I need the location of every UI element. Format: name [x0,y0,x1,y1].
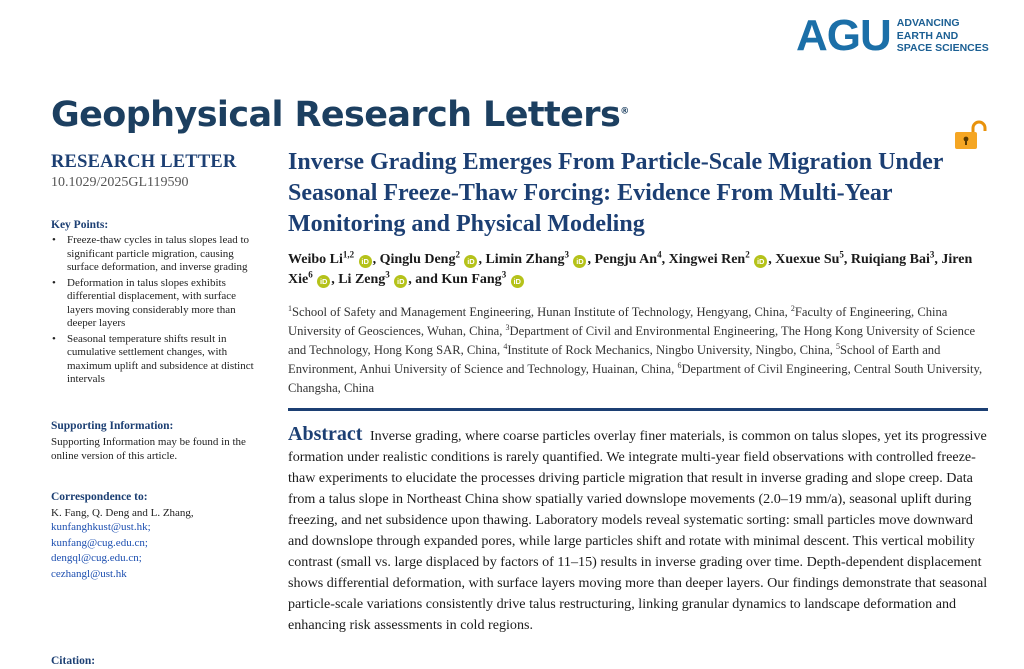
affiliation-number: 1 [288,303,292,313]
orcid-icon[interactable]: iD [359,255,372,268]
author-name: Jiren Xie [288,252,973,287]
supporting-information-section [51,420,263,464]
author-list [288,250,988,289]
author-affiliation-number: 3 [385,268,390,279]
agu-tagline-line-3: SPACE SCIENCES [896,42,989,55]
supporting-information-heading: Supporting Information: [51,419,174,432]
trademark-symbol: ® [620,106,629,117]
author[interactable] [338,268,390,287]
author-separator: , [768,252,776,267]
affiliation-number: 6 [677,360,682,370]
abstract-section [288,424,988,636]
author-affiliation-number: 1,2 [342,249,355,260]
author[interactable] [485,249,569,267]
agu-tagline-line-1: ADVANCING [896,17,960,30]
author-separator: , [372,252,380,267]
author-affiliation-number: 3 [929,249,935,260]
sidebar [51,152,263,582]
author-separator: , and [408,271,442,287]
author-separator: , [934,252,942,267]
supporting-information-text: Supporting Information may be found in the online version of this article. [51,435,246,462]
author-affiliation-number: 3 [501,268,507,279]
orcid-icon[interactable]: iD [317,275,330,288]
affiliation-text: School of Safety and Management Engineering, Hunan Institute of Technology, Hengyang, China, [292,305,791,319]
author[interactable] [379,249,460,267]
author-name: Ruiqiang Bai [850,252,930,267]
orcid-icon[interactable]: iD [511,275,524,288]
affiliation-text: Department of Civil Engineering, Central South University, Changsha, China [288,362,983,395]
email-link[interactable]: cezhangl@ust.hk [51,567,127,580]
author-name: Qinglu Deng [379,252,456,267]
author-name: Weibo Li [288,252,343,267]
author-name: Xuexue Su [775,252,840,267]
author-separator: , [331,271,339,287]
abstract-text: Inverse grading, where coarse particles overlay finer materials, is common on talus slopes, yet its progressive formation under realistic conditions is rarely quantified. We integrate multi-year field observations with controlled freeze-thaw experiments to elucidate the processes driving particle migration that result in inverse grading and slope creep. Data from a talus slope in Northeast China show spatially varied downslope movements (2.0–19 mm/a), seasonal uplift during freezing, and net subsidence upon thawing. Laboratory models reveal systematic sorting: small particles move downward and downslope through expanded pores, while large particles shift and rotate with minimal descent. This vertical mobility contrast (small vs. large displaced by factors of 11–15) results in inverse grading over time. Depth-dependent displacement shows differential deformation, with surface layers moving more than deeper layers. Our findings demonstrate that seasonal particle-scale variations consistently drive talus restructuring, linking granular dynamics to landscape deformation and enhancing risk assessments in cold regions. [288,428,988,633]
affiliation-text: School of Earth and Environment, Anhui University of Science and Technology, Huainan, China, [288,343,941,376]
journal-name: Geophysical Research Letters [51,95,621,135]
author-name: Kun Fang [441,271,502,287]
abstract-heading: Abstract [288,423,363,445]
author-affiliation-number: 6 [308,268,313,279]
affiliations [288,303,988,398]
author-name: Li Zeng [338,271,386,287]
agu-logo-letters: AGU [796,11,891,60]
agu-tagline-line-2: EARTH AND [896,29,959,42]
author-name: Xingwei Ren [668,252,746,267]
doi[interactable]: 10.1029/2025GL119590 [51,175,189,190]
key-point-3: • Seasonal temperature shifts result in cumulative settlement changes, with maximum uplift and subsidence at distinct intervals [67,333,263,387]
open-lock-icon [953,120,989,150]
agu-logo[interactable] [796,11,989,60]
citation-heading: Citation: [51,655,96,667]
author-separator: , [843,252,851,267]
email-link[interactable]: kunfanghkust@ust.hk; [51,521,151,533]
orcid-icon[interactable]: iD [394,275,407,288]
author[interactable] [288,249,355,267]
affiliation-number: 3 [505,322,510,332]
key-points-section [51,219,263,387]
author-affiliation-number: 5 [839,249,844,260]
email-link[interactable]: kunfang@cug.edu.cn; [51,536,148,549]
author-separator: , [587,252,595,267]
affiliation-number: 4 [503,341,508,351]
section-divider [288,408,988,411]
author-affiliation-number: 2 [745,249,750,260]
author[interactable] [594,249,662,267]
article-title: Inverse Grading Emerges From Particle-Scale Migration Under Seasonal Freeze-Thaw Forcing: Evidence From Multi-Year Monitoring and Physical Modeling [288,149,943,237]
orcid-icon[interactable]: iD [573,255,586,268]
affiliation-text: Department of Civil and Environmental Engineering, The Hong Kong University of Science and Technology, Hong Kong SAR, China, [288,324,976,357]
author-separator: , [661,252,669,267]
author-name: Limin Zhang [485,252,565,267]
affiliation-text: Institute of Rock Mechanics, Ningbo University, Ningbo, China, [507,343,836,357]
article-type: RESEARCH LETTER [51,152,237,172]
key-point-1: • Freeze-thaw cycles in talus slopes lead to significant particle migration, causing surface deformation, and inverse grading [67,234,263,275]
key-points-heading: Key Points: [51,219,109,231]
author-affiliation-number: 2 [455,249,460,260]
orcid-icon[interactable]: iD [464,255,477,268]
correspondence-heading: Correspondence to: [51,490,148,503]
author-separator: , [478,252,486,267]
author-affiliation-number: 3 [564,249,569,260]
affiliation-number: 2 [790,303,795,313]
key-point-2: • Deformation in talus slopes exhibits differential displacement, with surface layers moving considerably more than deeper layers [67,277,263,331]
email-link[interactable]: dengql@cug.edu.cn; [51,552,142,564]
correspondence-section [51,491,263,583]
key-points-list [51,234,263,387]
author[interactable] [775,249,844,267]
author-name: Pengju An [594,252,658,267]
author[interactable] [850,249,935,267]
author-affiliation-number: 4 [657,249,662,260]
orcid-icon[interactable]: iD [754,255,767,268]
author[interactable] [441,268,507,287]
affiliation-number: 5 [836,341,840,351]
journal-title [51,95,629,135]
author[interactable] [668,249,750,267]
affiliation-text: Faculty of Engineering, China University of Geosciences, Wuhan, China, [288,305,948,338]
correspondence-names: K. Fang, Q. Deng and L. Zhang, [51,506,194,519]
agu-logo-tagline [897,17,989,55]
